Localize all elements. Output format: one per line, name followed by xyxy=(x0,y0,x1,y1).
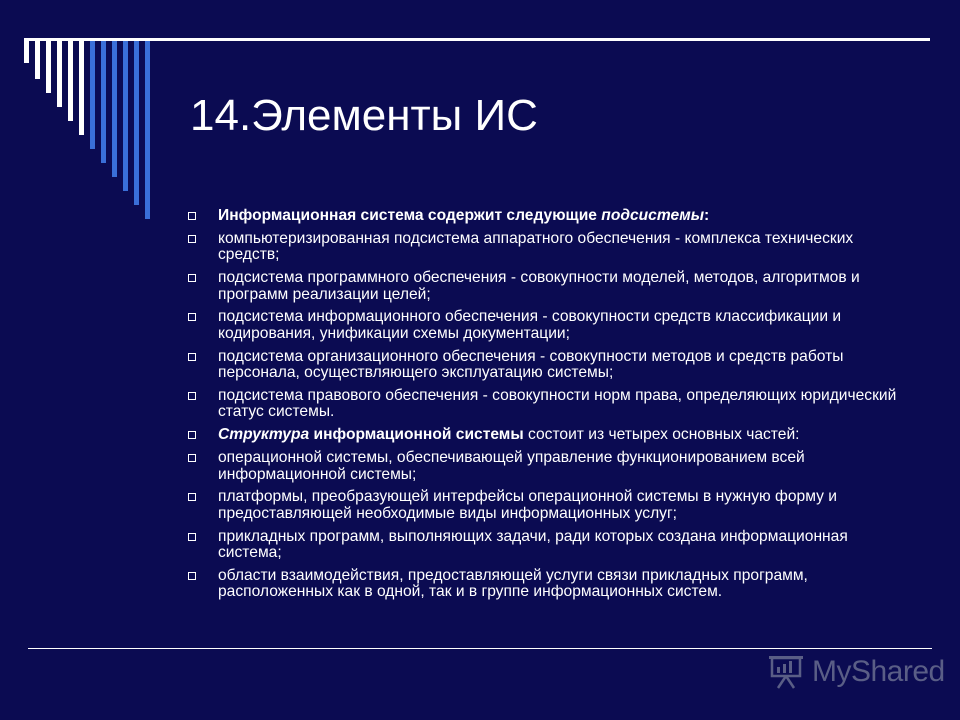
bullet-text xyxy=(218,568,908,601)
bullet-text xyxy=(218,489,908,522)
stripe xyxy=(46,41,51,93)
square-bullet-icon xyxy=(188,212,196,220)
bullet-text-run: подсистема информационного обеспечения - совокупности средств классификации и кодирования, унификации схемы документации; xyxy=(218,308,842,342)
square-bullet-icon xyxy=(188,313,196,321)
bullet-text-run: подсистема программного обеспечения - совокупности моделей, методов, алгоритмов и программ реализации целей; xyxy=(218,269,860,303)
bullet-text-run: Информационная система содержит следующие xyxy=(218,207,602,224)
bullet-item xyxy=(188,529,908,562)
bullet-text-run: области взаимодействия, предоставляющей услуги связи прикладных программ, расположенных как в одной, так и в группе информационных систем. xyxy=(218,566,808,601)
slide-title: 14.Элементы ИС xyxy=(190,91,538,140)
stripe xyxy=(123,41,128,191)
bullet-item xyxy=(188,208,908,225)
bullet-text xyxy=(218,388,908,421)
bullet-text xyxy=(218,450,908,483)
bottom-rule xyxy=(28,648,932,649)
bullet-text-run: подсистемы xyxy=(601,207,705,224)
bullet-item xyxy=(188,568,908,601)
bullet-text-run: прикладных программ, выполняющих задачи, ради которых создана информационная система; xyxy=(218,527,848,562)
bullet-item xyxy=(188,388,908,421)
square-bullet-icon xyxy=(188,493,196,501)
bullet-text-run: : xyxy=(704,207,710,224)
top-rule xyxy=(24,38,930,41)
bullet-text xyxy=(218,529,908,562)
presentation-icon xyxy=(766,654,806,690)
stripe xyxy=(57,41,62,107)
bullet-text-run: платформы, преобразующей интерфейсы операционной системы в нужную форму и предоставляющей необходимые виды информационных услуг; xyxy=(218,488,837,522)
stripe xyxy=(145,41,150,219)
bullet-item xyxy=(188,450,908,483)
stripe xyxy=(112,41,117,177)
square-bullet-icon xyxy=(188,392,196,400)
bullet-text-run: информационной системы xyxy=(309,426,524,444)
bullet-item xyxy=(188,231,908,264)
bullet-text-run: компьютеризированная подсистема аппаратного обеспечения - комплекса технических средств; xyxy=(218,229,854,264)
bullet-item xyxy=(188,349,908,382)
bullet-text xyxy=(218,427,908,444)
square-bullet-icon xyxy=(188,235,196,243)
bullet-text-run: операционной системы, обеспечивающей управление функционированием всей информационной системы; xyxy=(218,449,805,483)
square-bullet-icon xyxy=(188,353,196,361)
bullet-text-run: подсистема организационного обеспечения - совокупности методов и средств работы персонала, осуществляющего эксплуатацию системы; xyxy=(218,347,844,382)
stripe xyxy=(79,41,84,135)
stripe xyxy=(90,41,95,149)
square-bullet-icon xyxy=(188,533,196,541)
stripe xyxy=(134,41,139,205)
bullet-text xyxy=(218,231,908,264)
watermark-logo xyxy=(766,654,945,690)
bullet-text xyxy=(218,349,908,382)
bullet-item xyxy=(188,489,908,522)
bullet-text-run: состоит из четырех основных частей: xyxy=(523,426,800,444)
bullet-text-run: подсистема правового обеспечения - совокупности норм права, определяющих юридический статус системы. xyxy=(218,386,897,421)
square-bullet-icon xyxy=(188,274,196,282)
square-bullet-icon xyxy=(188,454,196,462)
stripe xyxy=(101,41,106,163)
bullet-text-run: Структура xyxy=(218,426,310,444)
bullet-item xyxy=(188,309,908,342)
bullet-text xyxy=(218,270,908,303)
square-bullet-icon xyxy=(188,431,196,439)
bullet-text xyxy=(218,309,908,342)
square-bullet-icon xyxy=(188,572,196,580)
stripe xyxy=(35,41,40,79)
bullet-text xyxy=(218,208,908,225)
stripe xyxy=(68,41,73,121)
watermark-text: MyShared xyxy=(812,655,945,688)
bullet-item xyxy=(188,427,908,444)
bullet-item xyxy=(188,270,908,303)
bullet-list xyxy=(188,208,908,607)
stripe xyxy=(24,41,29,63)
